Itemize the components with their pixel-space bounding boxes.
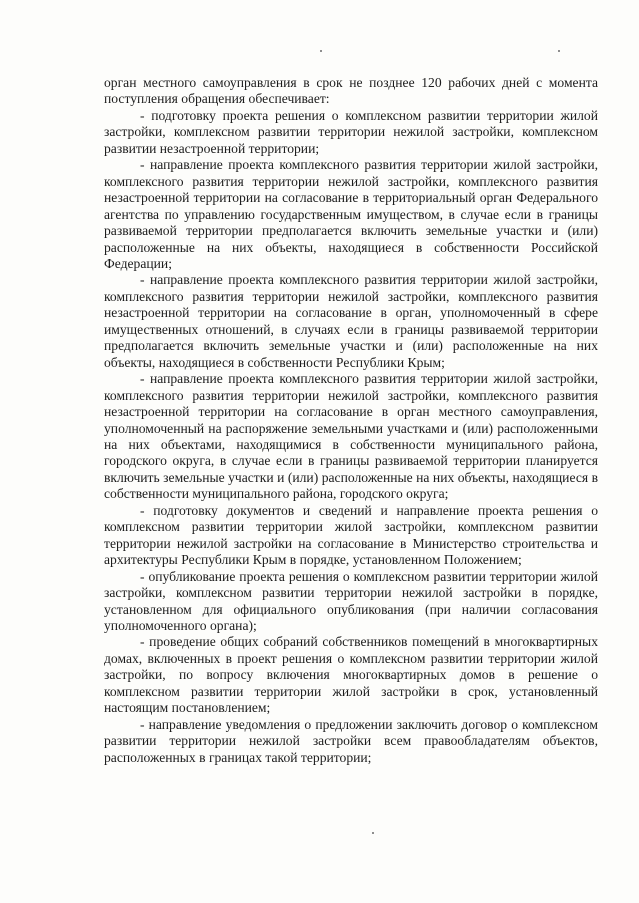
- paragraph-list-item: - подготовку документов и сведений и направление проекта решения о комплексном развитии территории жилой застройки, комплексном развитии территории нежилой застройки на согласование в Министерство строительства и архитектуры Республики Крым в порядке, установленном Положением;: [104, 502, 598, 568]
- paragraph-list-item: - подготовку проекта решения о комплексном развитии территории жилой застройки, комплексном развитии территории нежилой застройки, комплексном развитии незастроенной территории;: [104, 107, 598, 156]
- paragraph-list-item: - проведение общих собраний собственников помещений в многоквартирных домах, включенных в проект решения о комплексном развитии территории жилой застройки, по вопросу включения многоквартирных домов в решение о комплексном развитии территории жилой застройки в срок, установленный настоящим постановлением;: [104, 634, 598, 716]
- paragraph-intro: орган местного самоуправления в срок не позднее 120 рабочих дней с момента поступления обращения обеспечивает:: [104, 75, 598, 107]
- paragraph-list-item: - направление проекта комплексного развития территории жилой застройки, комплексного развития территории нежилой застройки, комплексного развития незастроенной территории на согласование в орган, уполномоченный в сфере имущественных отношений, в случаях если в границы развиваемой территории предполагается включить земельные участки и (или) расположенные на них объекты, находящиеся в собственности Республики Крым;: [104, 272, 598, 370]
- document-body: [104, 75, 598, 766]
- paragraph-list-item: - направление уведомления о предложении заключить договор о комплексном развитии территории нежилой застройки всем правообладателям объектов, расположенных в границах такой территории;: [104, 716, 598, 765]
- paragraph-list-item: - опубликование проекта решения о комплексном развитии территории жилой застройки, комплексном развитии территории нежилой застройки в порядке, установленном для официального опубликования (при наличии согласования уполномоченного органа);: [104, 568, 598, 633]
- paragraph-list-item: - направление проекта комплексного развития территории жилой застройки, комплексного развития территории нежилой застройки, комплексного развития незастроенной территории на согласование в территориальный орган Федерального агентства по управлению государственным имуществом, в случае если в границы развиваемой территории предполагается включить земельные участки и (или) расположенные на них объекты, находящиеся в собственности Российской Федерации;: [104, 157, 598, 271]
- scan-speck: [558, 50, 560, 52]
- paragraph-list-item: - направление проекта комплексного развития территории жилой застройки, комплексного развития территории нежилой застройки, комплексного развития незастроенной территории на согласование в орган местного самоуправления, уполномоченный на распоряжение земельными участками и (или) расположенными на них объектами, находящимися в собственности муниципального района, городского округа, в случае если в границы развиваемой территории планируется включить земельные участки и (или) расположенные на них объекты, находящиеся в собственности муниципального района, городского округа;: [104, 371, 598, 502]
- scan-speck: [320, 50, 322, 52]
- scan-speck: [372, 832, 374, 834]
